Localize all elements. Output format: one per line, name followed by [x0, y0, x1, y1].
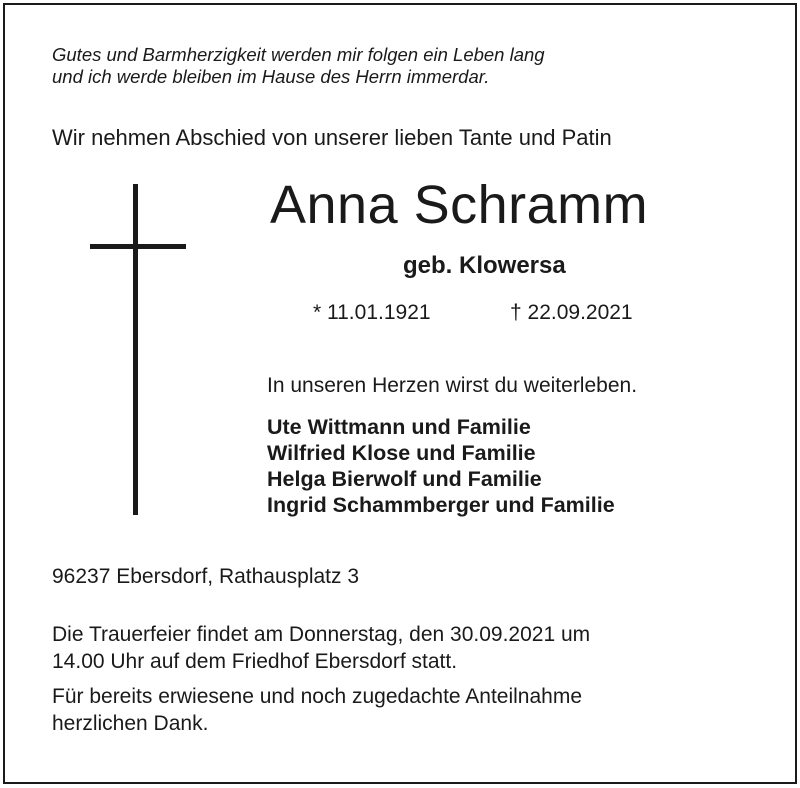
quote-line-1: Gutes und Barmherzigkeit werden mir folgen ein Leben lang	[52, 44, 545, 65]
cross-icon	[133, 184, 138, 515]
cross-icon-bar	[90, 244, 186, 249]
mourner-entry: Ingrid Schammberger und Familie	[267, 493, 615, 517]
quote-line-2: und ich werde bleiben im Hause des Herrn immerdar.	[52, 66, 490, 87]
address: 96237 Ebersdorf, Rathausplatz 3	[52, 565, 360, 588]
funeral-line-2: 14.00 Uhr auf dem Friedhof Ebersdorf statt.	[52, 650, 458, 673]
funeral-line-1: Die Trauerfeier findet am Donnerstag, den 30.09.2021 um	[52, 623, 591, 646]
bible-quote	[52, 44, 545, 88]
mourner-entry: Wilfried Klose und Familie	[267, 441, 536, 465]
thanks-text	[52, 683, 582, 737]
mourners-list	[267, 414, 615, 518]
birth-date: * 11.01.1921	[313, 301, 431, 324]
deceased-name: Anna Schramm	[270, 175, 649, 235]
death-date: † 22.09.2021	[510, 301, 633, 324]
mourner-entry: Helga Bierwolf und Familie	[267, 467, 542, 491]
mourner-entry: Ute Wittmann und Familie	[267, 415, 531, 439]
memorial-line: In unseren Herzen wirst du weiterleben.	[267, 374, 638, 397]
thanks-line-1: Für bereits erwiesene und noch zugedachte Anteilnahme	[52, 685, 583, 708]
funeral-info	[52, 621, 590, 675]
maiden-name: geb. Klowersa	[403, 252, 566, 279]
intro-text: Wir nehmen Abschied von unserer lieben Tante und Patin	[52, 125, 612, 150]
thanks-line-2: herzlichen Dank.	[52, 712, 209, 735]
